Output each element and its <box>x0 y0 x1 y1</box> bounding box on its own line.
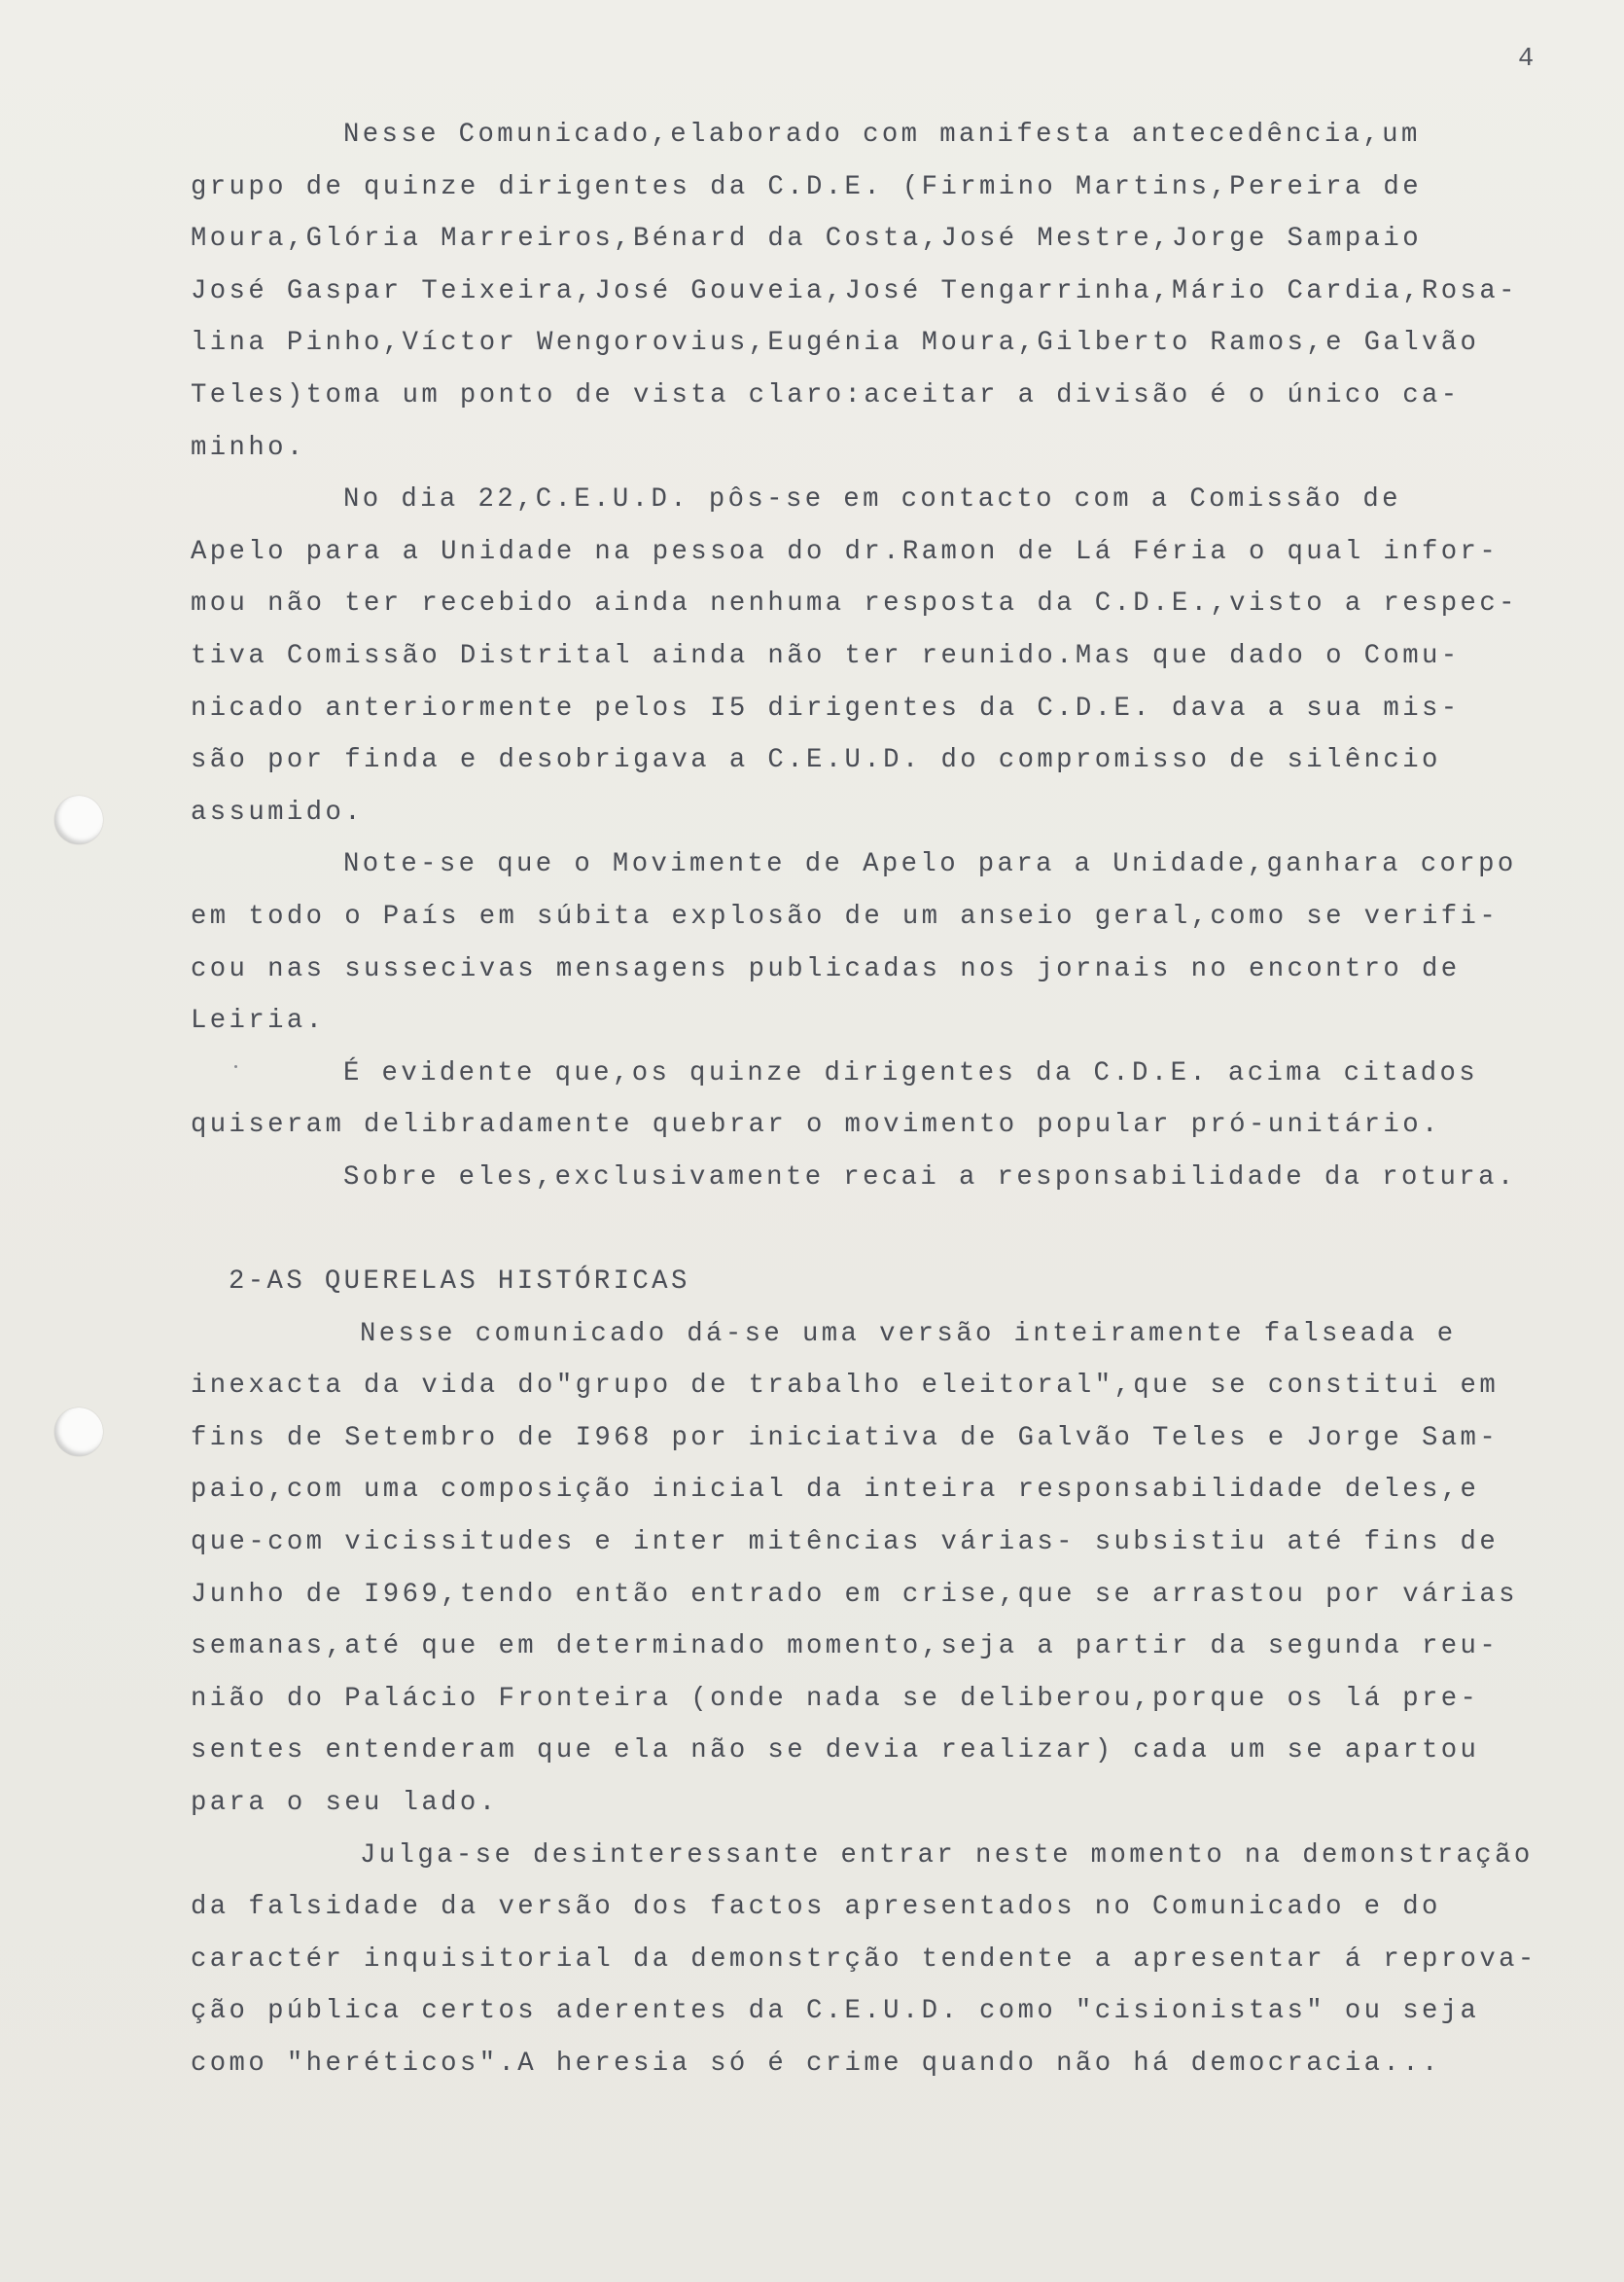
text-line: fins de Setembro de I968 por iniciativa de Galvão Teles e Jorge Sam- <box>191 1422 1500 1453</box>
text-line: No dia 22,C.E.U.D. pôs-se em contacto com a Comissão de <box>343 484 1401 516</box>
text-line: minho. <box>191 432 306 463</box>
text-line: tiva Comissão Distrital ainda não ter reunido.Mas que dado o Comu- <box>191 640 1461 671</box>
text-line: da falsidade da versão dos factos apresentados no Comunicado e do <box>191 1892 1441 1923</box>
text-line: nicado anteriormente pelos I5 dirigentes da C.D.E. dava a sua mis- <box>191 693 1461 724</box>
text-line: É evidente que,os quinze dirigentes da C.D.E. acima citados <box>343 1057 1479 1088</box>
typewritten-body <box>191 109 1542 2090</box>
punch-hole-top <box>54 796 103 844</box>
text-line: Julga-se desinteressante entrar neste momento na demonstração <box>360 1839 1534 1871</box>
page-number: 4 <box>1518 45 1536 74</box>
text-line: caractér inquisitorial da demonstrção tendente a apresentar á reprova- <box>191 1943 1537 1975</box>
text-line: quiseram delibradamente quebrar o movimento popular pró-unitário. <box>191 1110 1441 1141</box>
text-line: inexacta da vida do"grupo de trabalho eleitoral",que se constitui em <box>191 1371 1500 1402</box>
text-line: Sobre eles,exclusivamente recai a responsabilidade da rotura. <box>343 1161 1517 1193</box>
text-line: Teles)toma um ponto de vista claro:aceitar a divisão é o único ca- <box>191 379 1461 410</box>
text-line: José Gaspar Teixeira,José Gouveia,José Tengarrinha,Mário Cardia,Rosa- <box>191 275 1518 306</box>
text-line: paio,com uma composição inicial da inteira responsabilidade deles,e <box>191 1475 1480 1506</box>
text-line: Nesse comunicado dá-se uma versão inteiramente falseada e <box>360 1318 1457 1349</box>
text-line: mou não ter recebido ainda nenhuma resposta da C.D.E.,visto a respec- <box>191 588 1518 620</box>
text-line: cou nas sussecivas mensagens publicadas nos jornais no encontro de <box>191 953 1461 984</box>
section-heading: 2-AS QUERELAS HISTÓRICAS <box>229 1266 690 1298</box>
text-line: Apelo para a Unidade na pessoa do dr.Ramon de Lá Féria o qual infor- <box>191 536 1500 567</box>
text-line: assumido. <box>191 797 365 828</box>
text-line: Leiria. <box>191 1006 326 1037</box>
text-line: grupo de quinze dirigentes da C.D.E. (Firmino Martins,Pereira de <box>191 171 1422 202</box>
text-line: Note-se que o Movimente de Apelo para a Unidade,ganhara corpo <box>343 849 1517 880</box>
text-line: para o seu lado. <box>191 1788 499 1818</box>
text-line: sentes entenderam que ela não se devia realizar) cada um se apartou <box>191 1735 1480 1766</box>
punch-hole-bottom <box>54 1408 103 1456</box>
blank-line <box>191 1203 1542 1256</box>
text-line: como "heréticos".A heresia só é crime quando não há democracia... <box>191 2048 1441 2079</box>
text-line: semanas,até que em determinado momento,seja a partir da segunda reu- <box>191 1631 1500 1662</box>
text-line: que-com vicissitudes e inter mitências várias- subsistiu até fins de <box>191 1527 1500 1558</box>
text-line: Nesse Comunicado,elaborado com manifesta antecedência,um <box>343 120 1421 150</box>
text-line: são por finda e desobrigava a C.E.U.D. do compromisso de silêncio <box>191 745 1441 776</box>
text-line: em todo o País em súbita explosão de um anseio geral,como se verifi- <box>191 901 1500 932</box>
text-line: lina Pinho,Víctor Wengorovius,Eugénia Moura,Gilberto Ramos,e Galvão <box>191 328 1480 359</box>
text-line: Moura,Glória Marreiros,Bénard da Costa,José Mestre,Jorge Sampaio <box>191 224 1422 255</box>
text-line: Junho de I969,tendo então entrado em crise,que se arrastou por várias <box>191 1579 1518 1610</box>
text-line: nião do Palácio Fronteira (onde nada se deliberou,porque os lá pre- <box>191 1683 1480 1714</box>
text-line: ção pública certos aderentes da C.E.U.D. como "cisionistas" ou seja <box>191 1996 1480 2027</box>
